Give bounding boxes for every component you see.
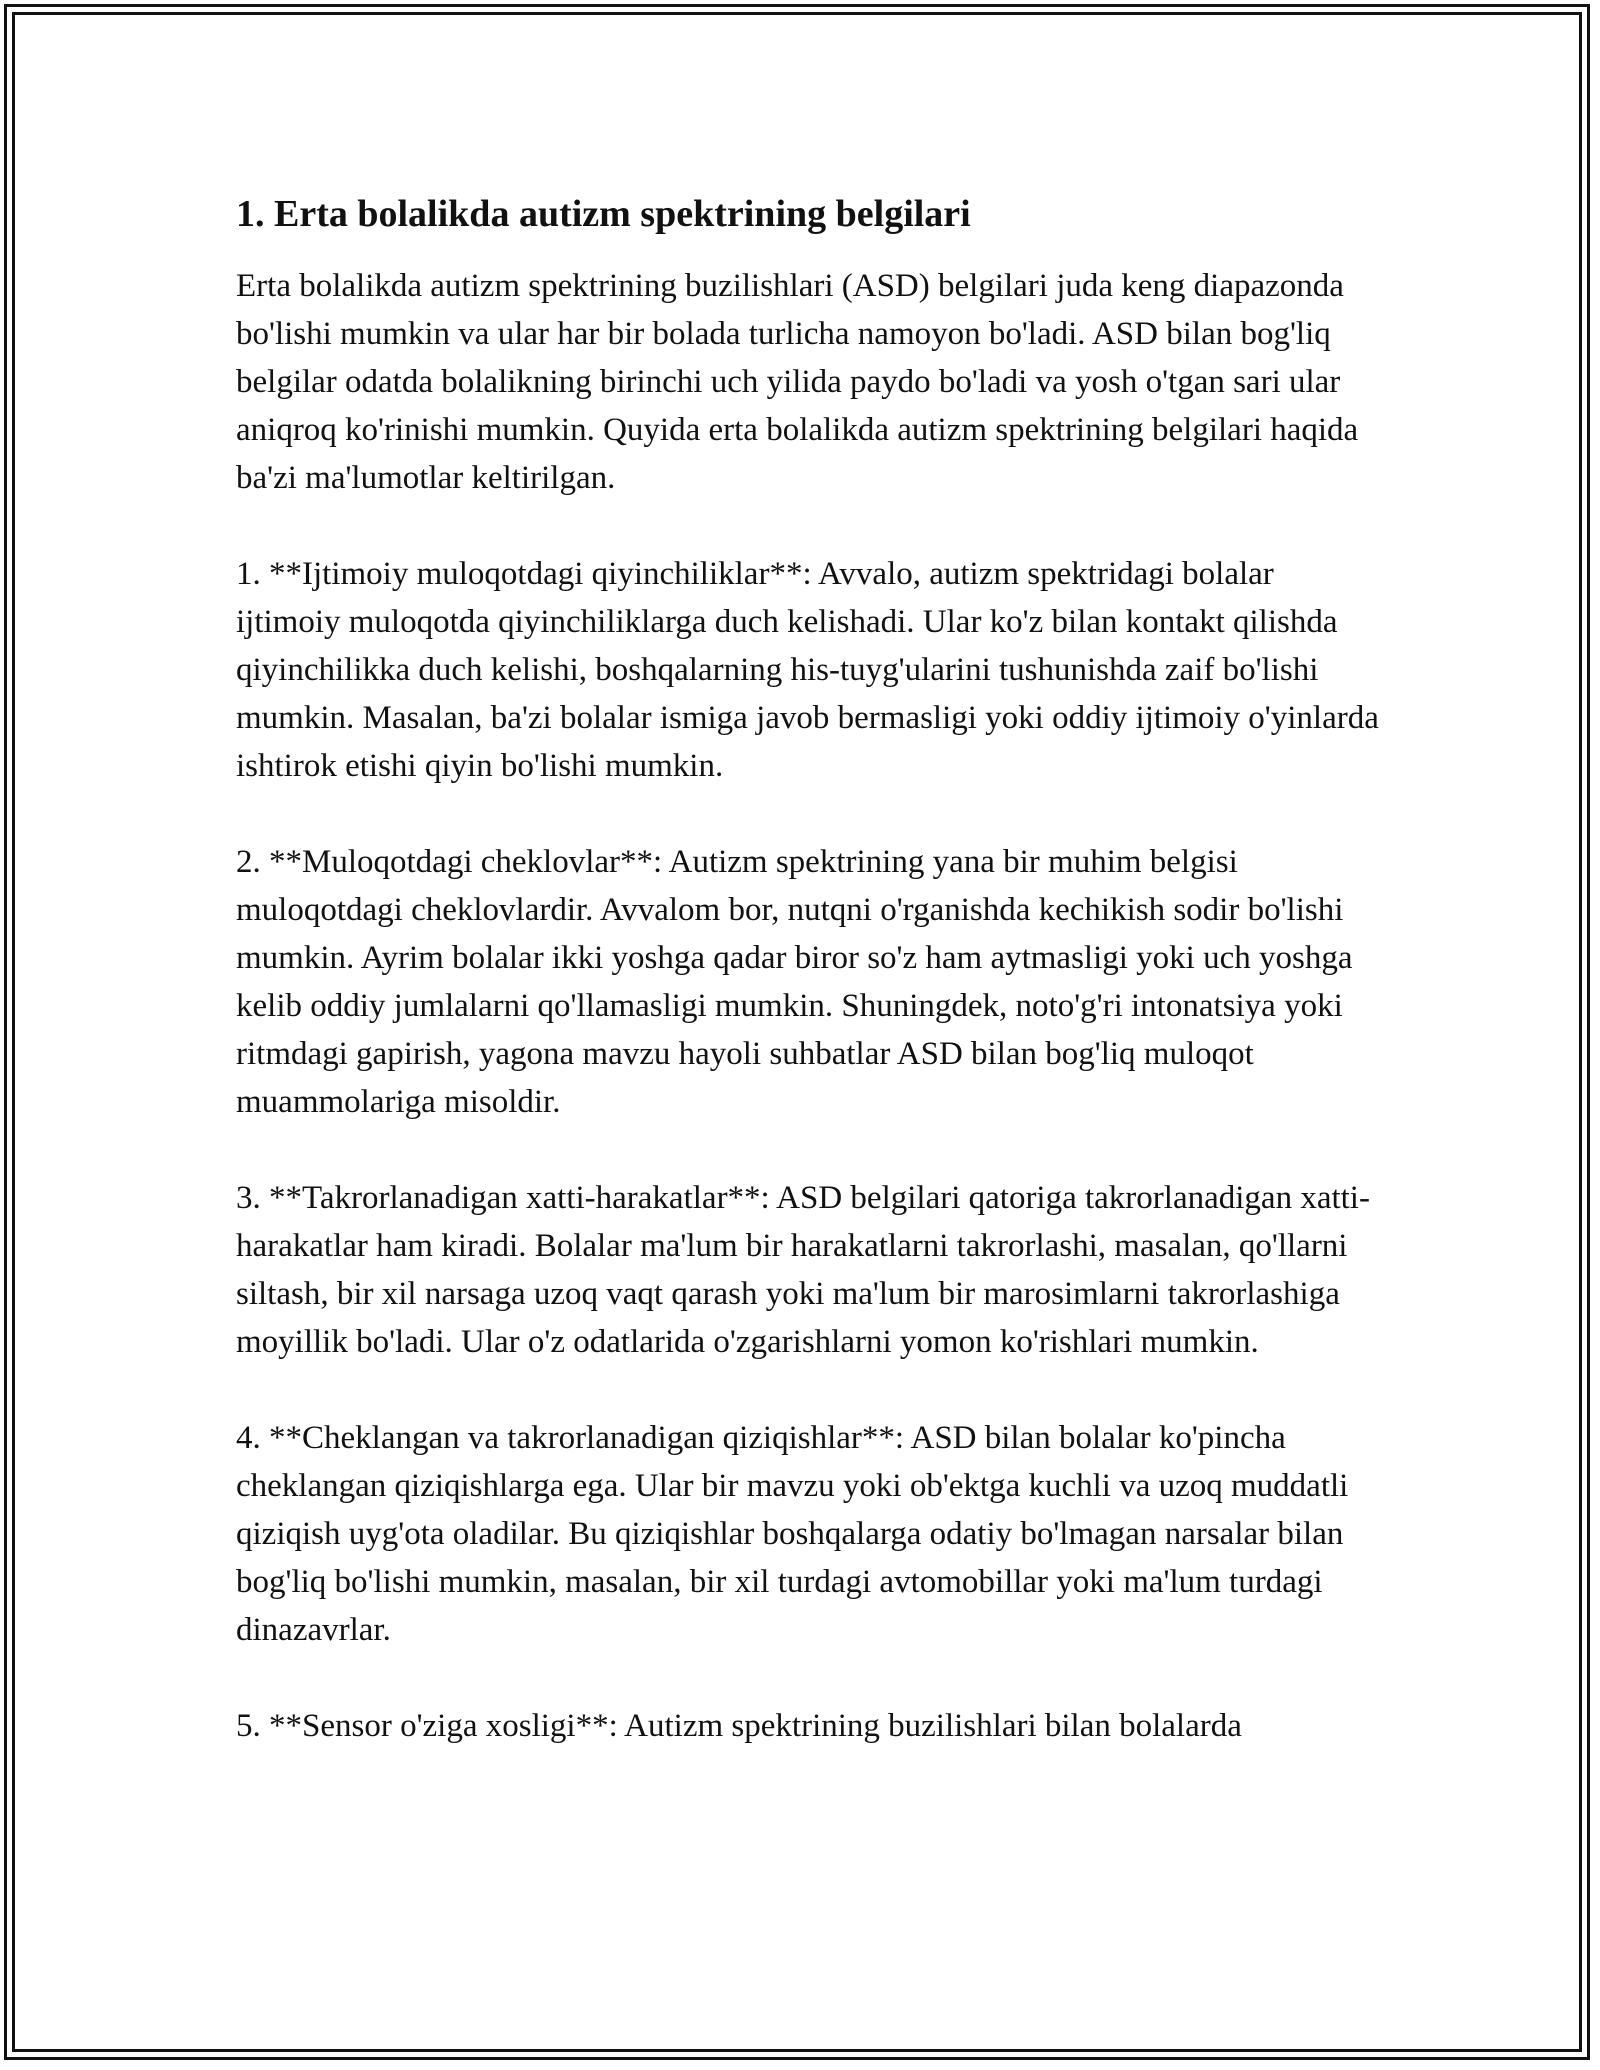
item-paragraph-restricted-interests: 4. **Cheklangan va takrorlanadigan qiziqishlar**: ASD bilan bolalar ko'pincha cheklangan qiziqishlarga ega. Ular bir mavzu yoki ob'ektga kuchli va uzoq muddatli qiziqish uyg'ota oladilar. Bu qiziqishlar boshqalarga odatiy bo'lmagan narsalar bilan bog'liq bo'lishi mumkin, masalan, bir xil turdagi avtomobillar yoki ma'lum turdagi dinazavrlar. <box>236 1420 1349 1648</box>
intro-paragraph: Erta bolalikda autizm spektrining buzilishlari (ASD) belgilari juda keng diapazonda bo'lishi mumkin va ular har bir bolada turlicha namoyon bo'ladi. ASD bilan bog'liq belgilar odatda bolalikning birinchi uch yilida paydo bo'ladi va yosh o'tgan sari ular aniqroq ko'rinishi mumkin. Quyida erta bolalikda autizm spektrining belgilari haqida ba'zi ma'lumotlar keltirilgan. <box>236 268 1359 496</box>
item-paragraph-sensory: 5. **Sensor o'ziga xosligi**: Autizm spektrining buzilishlari bilan bolalarda <box>236 1708 1242 1744</box>
document-body <box>236 188 1381 1798</box>
item-paragraph-repetitive-behaviors: 3. **Takrorlanadigan xatti-harakatlar**: ASD belgilari qatoriga takrorlanadigan xatti-harakatlar ham kiradi. Bolalar ma'lum bir harakatlarni takrorlashi, masalan, qo'llarni siltash, bir xil narsaga uzoq vaqt qarash yoki ma'lum bir marosimlarni takrorlashiga moyillik bo'ladi. Ular o'z odatlarida o'zgarishlarni yomon ko'rishlari mumkin. <box>236 1180 1370 1360</box>
item-paragraph-social-communication: 1. **Ijtimoiy muloqotdagi qiyinchiliklar**: Avvalo, autizm spektridagi bolalar ijtimoiy muloqotda qiyinchiliklarga duch kelishadi. Ular ko'z bilan kontakt qilishda qiyinchilikka duch kelishi, boshqalarning his-tuyg'ularini tushunishda zaif bo'lishi mumkin. Masalan, ba'zi bolalar ismiga javob bermasligi yoki oddiy ijtimoiy o'yinlarda ishtirok etishi qiyin bo'lishi mumkin. <box>236 556 1379 784</box>
section-heading: 1. Erta bolalikda autizm spektrining belgilari <box>236 193 971 235</box>
item-paragraph-communication-limits: 2. **Muloqotdagi cheklovlar**: Autizm spektrining yana bir muhim belgisi muloqotdagi cheklovlardir. Avvalom bor, nutqni o'rganishda kechikish sodir bo'lishi mumkin. Ayrim bolalar ikki yoshga qadar biror so'z ham aytmasligi yoki uch yoshga kelib oddiy jumlalarni qo'llamasligi mumkin. Shuningdek, noto'g'ri intonatsiya yoki ritmdagi gapirish, yagona mavzu hayoli suhbatlar ASD bilan bog'liq muloqot muammolariga misoldir. <box>236 844 1353 1120</box>
